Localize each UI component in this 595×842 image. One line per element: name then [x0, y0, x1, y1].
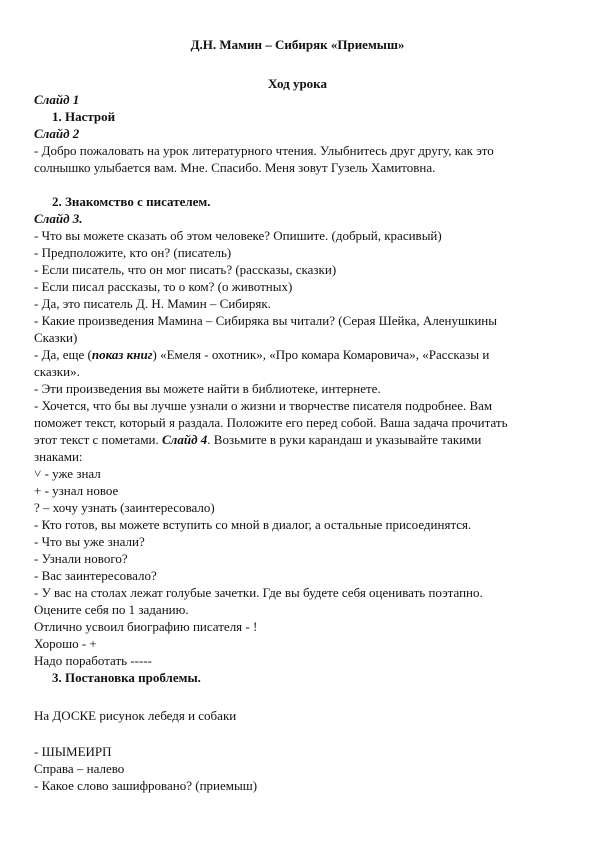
text-line: - Если писал рассказы, то о ком? (о животных) [34, 279, 293, 294]
books-line-start: - Да, еще ( [34, 347, 92, 362]
books-line [34, 347, 489, 363]
section-1-heading: 1. Настрой [52, 109, 116, 124]
text-line: Оцените себя по 1 заданию. [34, 602, 189, 617]
greeting-line: - Добро пожаловать на урок литературного чтения. Улыбнитесь друг другу, как это [34, 143, 494, 158]
slide-2-label: Слайд 2 [34, 126, 80, 141]
reading-direction: Справа – налево [34, 761, 125, 776]
text-line: - Узнали нового? [34, 551, 128, 566]
text-line: - Эти произведения вы можете найти в библиотеке, интернете. [34, 381, 381, 396]
text-line: Надо поработать ----- [34, 653, 152, 668]
slide-4-line-start: этот текст с пометами. [34, 432, 163, 447]
mark-legend-item: ? – хочу узнать (заинтересовало) [34, 500, 215, 515]
text-line: Хорошо - + [34, 636, 97, 651]
lesson-progress-heading: Ход урока [268, 76, 327, 91]
section-2-heading: 2. Знакомство с писателем. [52, 194, 211, 209]
text-line: - Что вы можете сказать об этом человеке? Опишите. (добрый, красивый) [34, 228, 442, 243]
board-note: На ДОСКЕ рисунок лебедя и собаки [34, 708, 237, 723]
text-line: - Если писатель, что он мог писать? (рассказы, сказки) [34, 262, 337, 277]
books-line-end: ) «Емеля - охотник», «Про комара Комаровича», «Рассказы и [152, 347, 490, 362]
greeting-line: солнышко улыбается вам. Мне. Спасибо. Меня зовут Гузель Хамитовна. [34, 160, 436, 175]
document-title: Д.Н. Мамин – Сибиряк «Приемыш» [190, 37, 405, 52]
text-line: - Да, это писатель Д. Н. Мамин – Сибиряк. [34, 296, 271, 311]
text-line: Сказки) [34, 330, 78, 345]
slide-3-label: Слайд 3. [34, 211, 83, 226]
text-line: знаками: [34, 449, 83, 464]
mark-legend-item: + - узнал новое [34, 483, 119, 498]
slide-4-label: Слайд 4 [162, 432, 208, 447]
text-line: - Предположите, кто он? (писатель) [34, 245, 232, 260]
text-line: - У вас на столах лежат голубые зачетки. Где вы будете себя оценивать поэтапно. [34, 585, 483, 600]
text-line: - Что вы уже знали? [34, 534, 145, 549]
cipher-question: - Какое слово зашифровано? (приемыш) [34, 778, 258, 793]
text-line: - Кто готов, вы можете вступить со мной в диалог, а остальные присоединятся. [34, 517, 472, 532]
text-line: - Хочется, что бы вы лучше узнали о жизни и творчестве писателя подробнее. Вам [34, 398, 493, 413]
text-line: сказки». [34, 364, 80, 379]
slide-1-label: Слайд 1 [34, 92, 80, 107]
show-books-note: показ книг [91, 347, 153, 362]
text-line: - Какие произведения Мамина – Сибиряка вы читали? (Серая Шейка, Аленушкины [34, 313, 497, 328]
text-line: - Вас заинтересовало? [34, 568, 157, 583]
mark-legend-item: ˅ - уже знал [34, 466, 101, 481]
text-line: поможет текст, который я раздала. Положите его перед собой. Ваша задача прочитать [34, 415, 508, 430]
slide-4-line-end: . Возьмите в руки карандаш и указывайте такими [207, 432, 482, 447]
cipher-word: - ШЫМЕИРП [34, 744, 112, 759]
section-3-heading: 3. Постановка проблемы. [52, 670, 201, 685]
text-line: Отлично усвоил биографию писателя - ! [34, 619, 258, 634]
slide-4-line [34, 432, 481, 448]
